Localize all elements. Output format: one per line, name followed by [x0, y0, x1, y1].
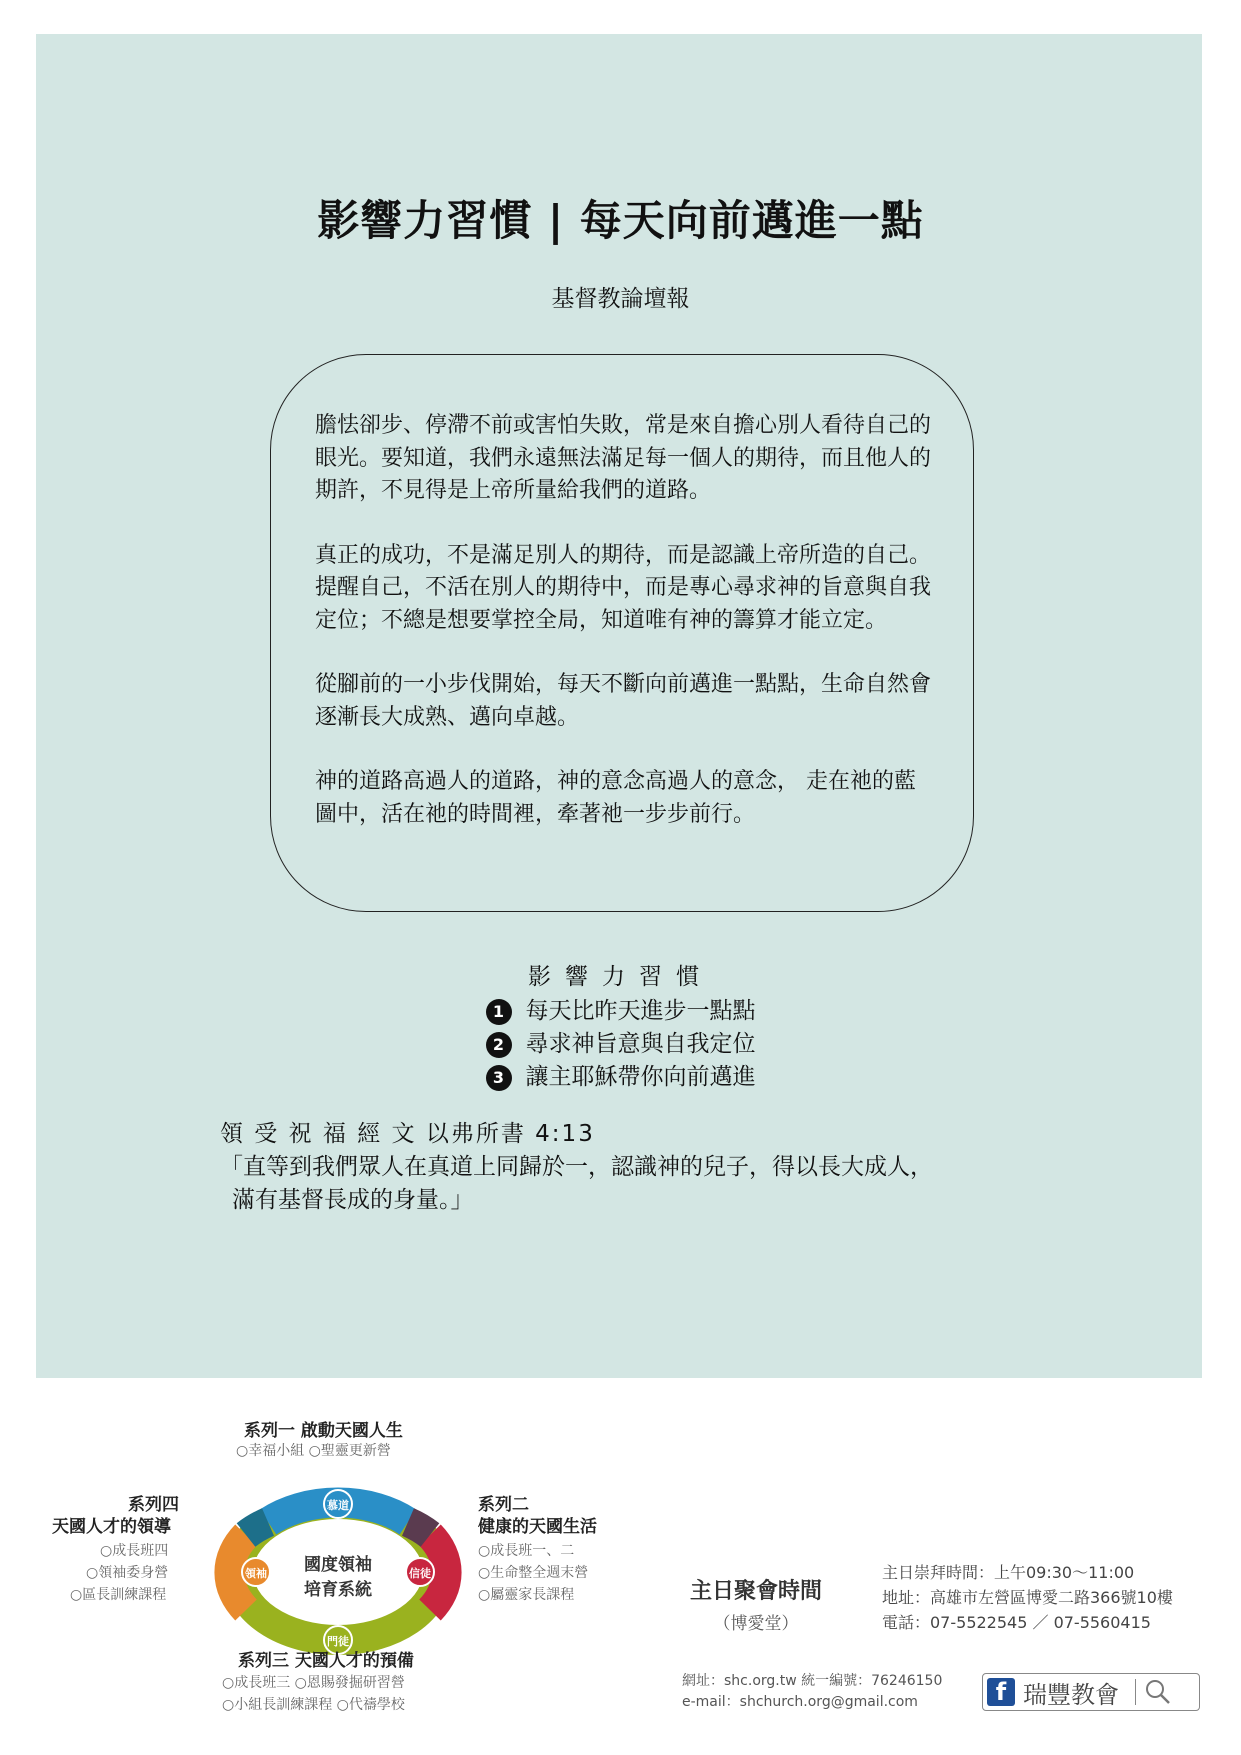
- habit-list: [486, 995, 756, 1094]
- series2-item: ○生命整全週末營: [478, 1565, 589, 1581]
- series2-item: ○成長班一、二: [478, 1543, 575, 1559]
- series4-item: ○領袖委身營: [86, 1565, 169, 1581]
- series2-item: ○屬靈家長課程: [478, 1587, 575, 1603]
- series4-item: ○成長班四: [100, 1543, 169, 1559]
- facebook-icon: f: [987, 1678, 1015, 1706]
- service-subtitle: （博愛堂）: [713, 1614, 799, 1634]
- series3-title: 系列三 天國人才的預備: [238, 1651, 414, 1671]
- series3-items: ○小組長訓練課程 ○代禱學校: [222, 1697, 405, 1713]
- habit-text: 讓主耶穌帶你向前邁進: [525, 1064, 756, 1090]
- habits-section: [0, 958, 1241, 1094]
- facebook-search-box[interactable]: [982, 1673, 1200, 1711]
- search-icon[interactable]: [1144, 1678, 1172, 1706]
- habit-item: [486, 1028, 756, 1061]
- message-bubble: [270, 354, 974, 912]
- website-text[interactable]: 網址：shc.org.tw 統一編號：76246150: [682, 1673, 943, 1689]
- facebook-page-name: 瑞豐教會: [1023, 1680, 1119, 1709]
- phone-text: 電話：07-5522545 ／ 07-5560415: [882, 1613, 1151, 1632]
- verse-line: 「直等到我們眾人在真道上同歸於一，認識神的兒子，得以長大成人，: [220, 1154, 933, 1180]
- divider: [1135, 1679, 1136, 1705]
- series3-items: ○成長班三 ○恩賜發掘研習營: [222, 1675, 405, 1691]
- diagram-center-label: [288, 1550, 388, 1600]
- number-badge: 2: [486, 1032, 512, 1058]
- center-line: 培育系統: [304, 1580, 372, 1600]
- verse-heading: 領 受 祝 福 經 文 以弗所書 4:13: [220, 1121, 595, 1147]
- cycle-arc-tr: [408, 1522, 430, 1535]
- page-title: 影響力習慣 | 每天向前邁進一點: [317, 196, 924, 245]
- series2-title: 系列二: [478, 1495, 529, 1515]
- paragraph: 真正的成功，不是滿足別人的期待，而是認識上帝所造的自己。提醒自己，不活在別人的期待中，而是專心尋求神的旨意與自我定位；不總是想要掌控全局，知道唯有神的籌算才能立定。: [315, 542, 932, 633]
- paragraph: 神的道路高過人的道路，神的意念高過人的意念， 走在祂的藍圖中，活在祂的時間裡，牽著祂一步步前行。: [315, 769, 916, 827]
- series4-item: ○區長訓練課程: [70, 1587, 167, 1603]
- seg-label-left: 領袖: [245, 1567, 267, 1580]
- habit-text: 尋求神旨意與自我定位: [525, 1031, 756, 1057]
- page-subtitle: 基督教論壇報: [551, 286, 690, 312]
- seg-label-top: 慕道: [327, 1499, 349, 1512]
- number-badge: 1: [486, 999, 512, 1025]
- contact-info: [882, 1560, 1173, 1635]
- address-text: 地址：高雄市左營區博愛二路366號10樓: [882, 1588, 1173, 1607]
- series4-title: 系列四: [128, 1495, 179, 1515]
- blessing-verse: [220, 1118, 933, 1217]
- paragraph: 從腳前的一小步伐開始，每天不斷向前邁進一點點，生命自然會逐漸長大成熟、邁向卓越。: [315, 672, 932, 730]
- habit-text: 每天比昨天進步一點點: [525, 998, 756, 1024]
- habit-item: [486, 995, 756, 1028]
- email-text[interactable]: e-mail：shchurch.org@gmail.com: [682, 1694, 918, 1710]
- series2-subtitle: 健康的天國生活: [478, 1517, 597, 1537]
- cycle-arc-tl: [246, 1522, 268, 1535]
- series1-items: ○幸福小組 ○聖靈更新營: [236, 1443, 391, 1459]
- paragraph: 膽怯卻步、停滯不前或害怕失敗，常是來自擔心別人看待自己的眼光。要知道，我們永遠無法滿足每一個人的期待，而且他人的期許，不見得是上帝所量給我們的道路。: [315, 413, 932, 503]
- habit-item: [486, 1061, 756, 1094]
- service-time-block: [690, 1574, 822, 1634]
- leadership-diagram: [40, 1410, 640, 1730]
- series1-title: 系列一 啟動天國人生: [244, 1421, 403, 1441]
- series4-subtitle: 天國人才的領導: [52, 1517, 171, 1537]
- number-badge: 3: [486, 1065, 512, 1091]
- service-time-text: 主日崇拜時間：上午09:30～11:00: [882, 1563, 1135, 1582]
- center-line: 國度領袖: [304, 1555, 372, 1575]
- web-info: [682, 1671, 942, 1713]
- seg-label-right: 信徒: [409, 1567, 431, 1580]
- service-title: 主日聚會時間: [690, 1579, 823, 1604]
- habits-title: 影響力習慣: [528, 964, 713, 990]
- verse-line: 滿有基督長成的身量。」: [232, 1187, 474, 1213]
- seg-label-bottom: 門徒: [327, 1635, 349, 1648]
